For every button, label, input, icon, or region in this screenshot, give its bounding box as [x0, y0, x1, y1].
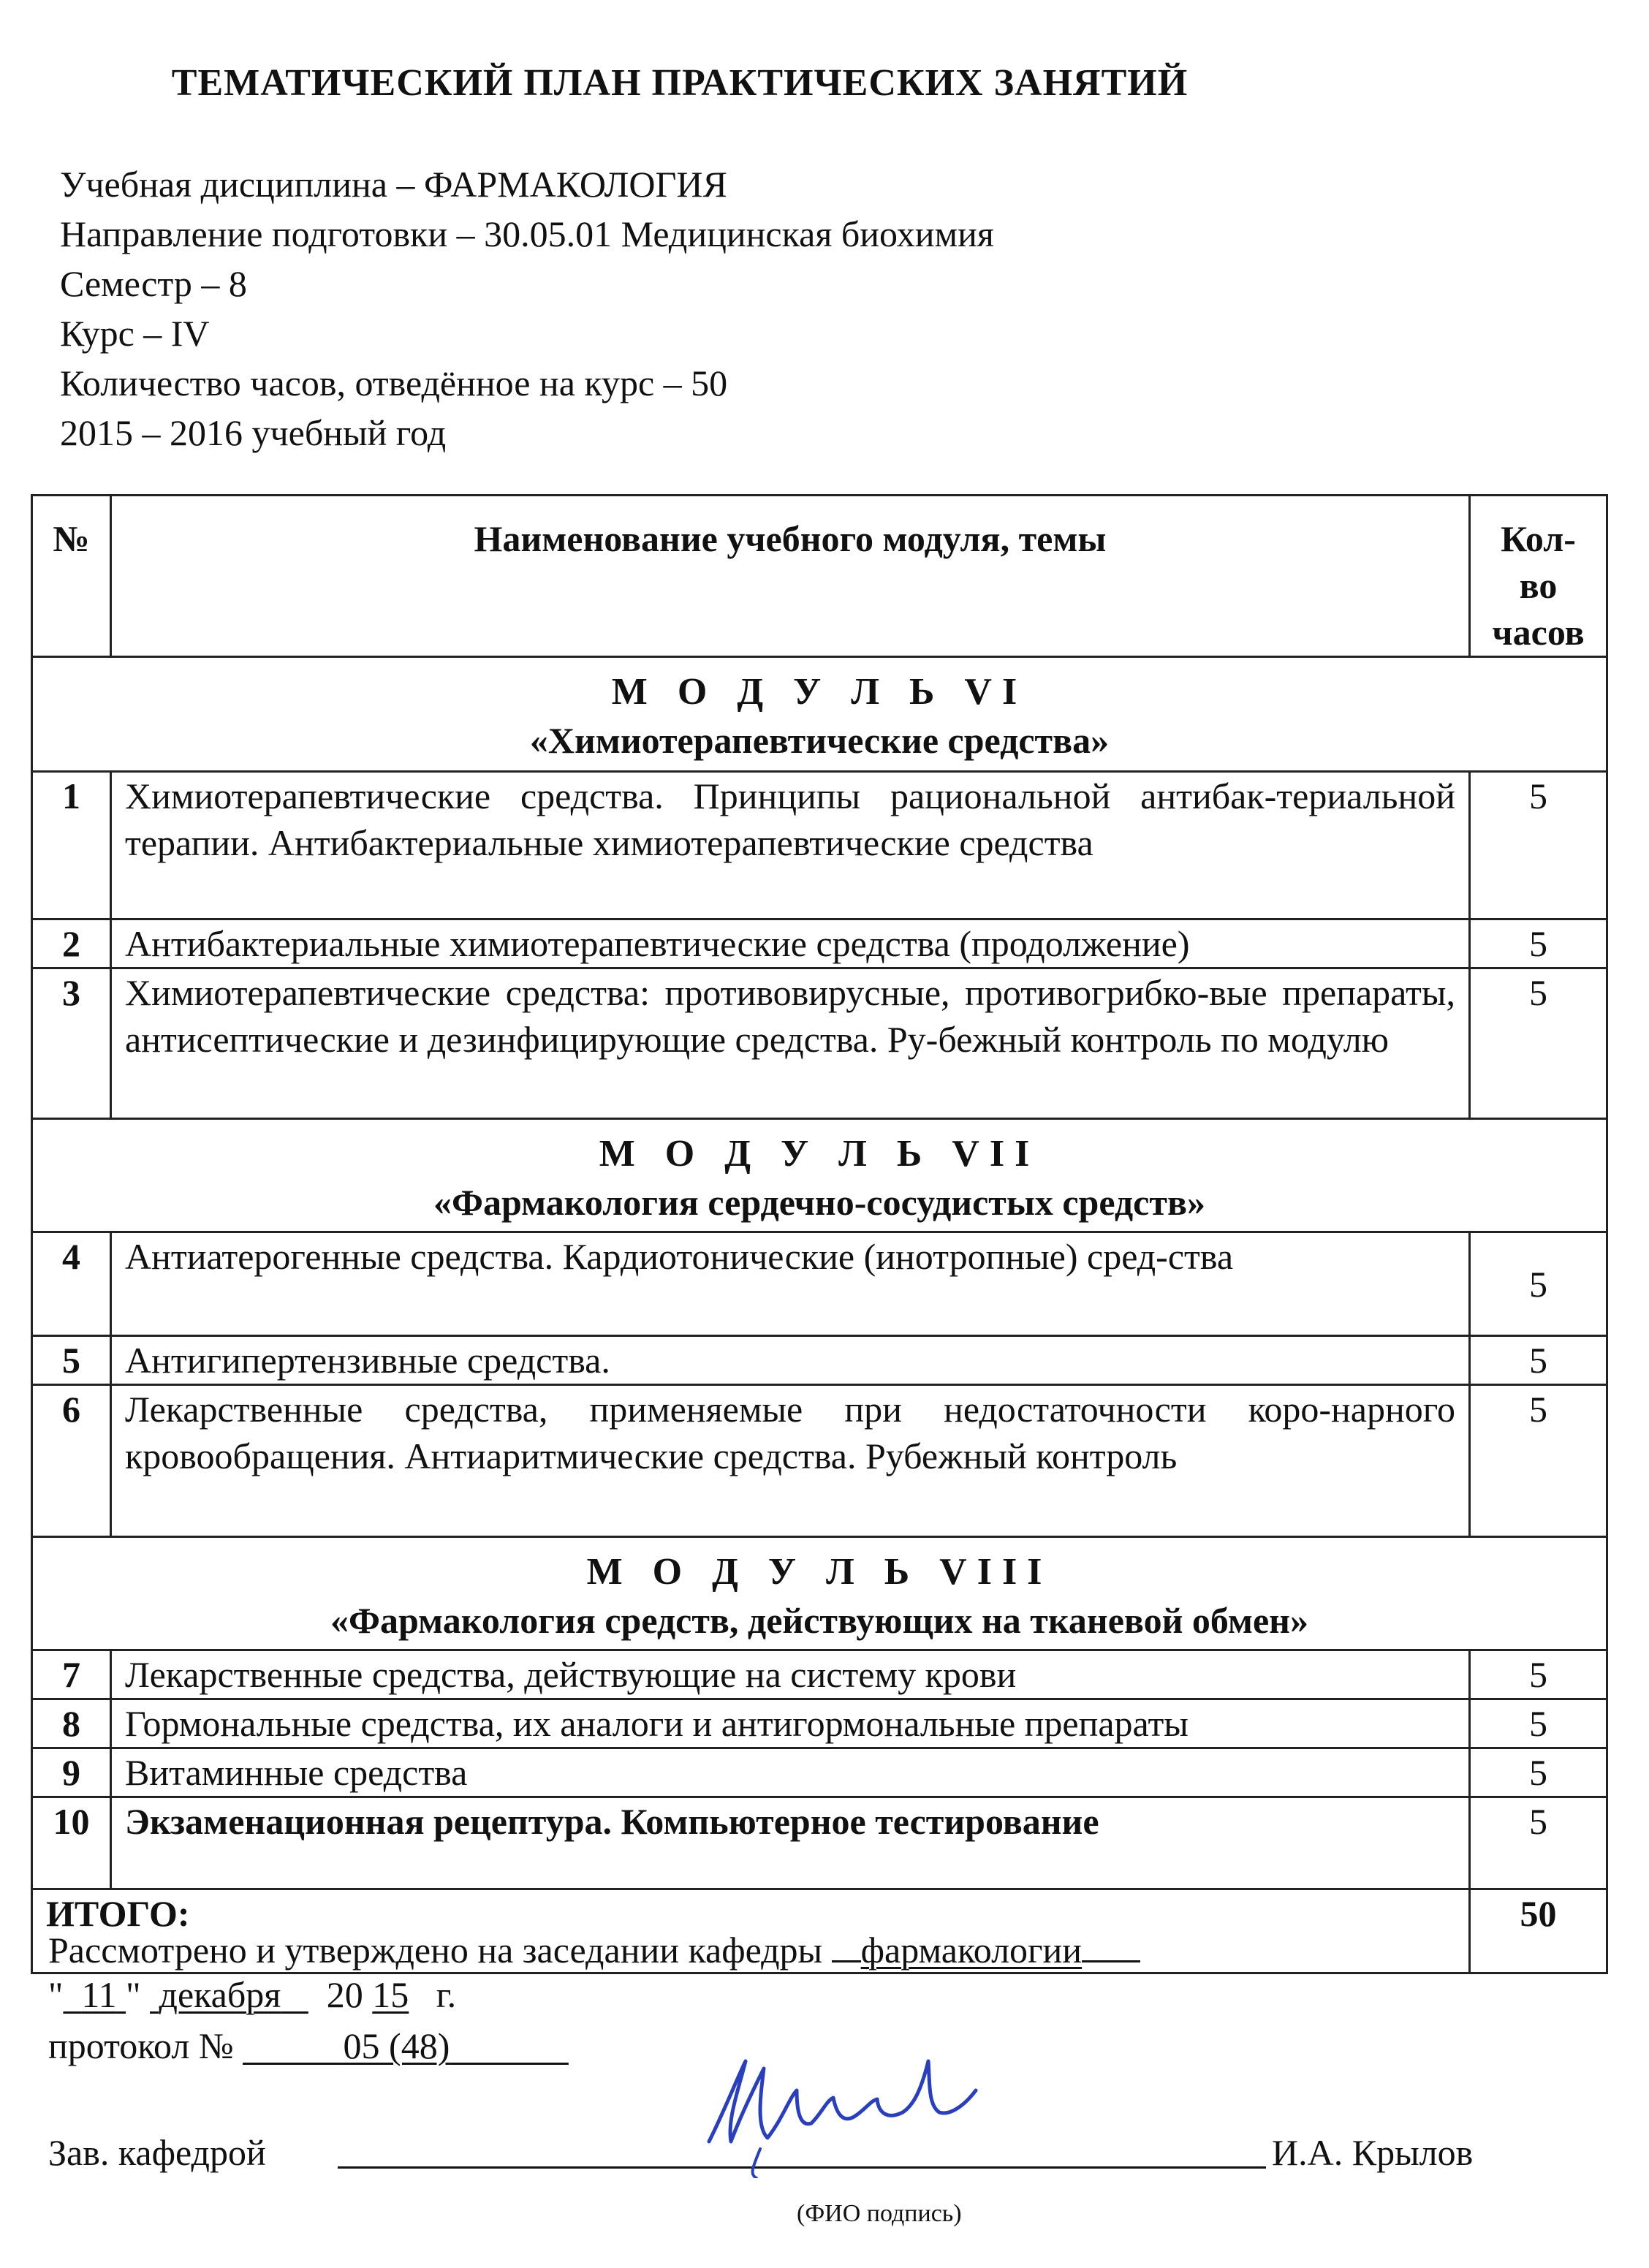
- approval-line: [48, 1924, 1140, 1971]
- header-hours-line1: Кол-во: [1501, 518, 1576, 606]
- row-hours: 5: [1470, 1748, 1607, 1797]
- row-topic: Антигипертензивные средства.: [111, 1336, 1470, 1385]
- module-subtitle: «Фармакология средств, действующих на тканевой обмен»: [330, 1600, 1308, 1641]
- module-title: М О Д У Л Ь VII: [599, 1133, 1040, 1175]
- approval-text: Рассмотрено и утверждено на заседании кафедры: [48, 1930, 823, 1971]
- page-title: ТЕМАТИЧЕСКИЙ ПЛАН ПРАКТИЧЕСКИХ ЗАНЯТИЙ: [171, 62, 1189, 104]
- module-row: [32, 1119, 1607, 1232]
- row-topic: Лекарственные средства, применяемые при недостаточности коро-нарного кровообращения. Антиаритмические средства. Рубежный контроль: [111, 1385, 1470, 1537]
- protocol-number-value: 05 (48): [343, 2025, 450, 2066]
- table-row: [32, 772, 1607, 919]
- table-row: [32, 1232, 1607, 1336]
- protocol-number: [243, 2025, 569, 2066]
- protocol-line: [48, 2025, 569, 2067]
- module-title: М О Д У Л Ь VIII: [586, 1551, 1053, 1593]
- header-num: №: [32, 496, 111, 657]
- row-topic: Лекарственные средства, действующие на систему крови: [111, 1650, 1470, 1699]
- date-line: [48, 1973, 456, 2016]
- module-subtitle: «Фармакология сердечно-сосудистых средств»: [433, 1182, 1205, 1223]
- plan-table: [31, 494, 1608, 1974]
- date-quote-close: ": [126, 1974, 141, 2015]
- semester-line: Семестр – 8: [60, 263, 247, 304]
- row-hours: 5: [1470, 1336, 1607, 1385]
- row-number: 6: [32, 1385, 111, 1537]
- date-month-value: декабря: [159, 1974, 281, 2015]
- row-topic: Экзаменационная рецептура. Компьютерное тестирование: [111, 1797, 1470, 1889]
- date-quote-open: ": [48, 1974, 64, 2015]
- row-number: 3: [32, 968, 111, 1119]
- table-row: [32, 1748, 1607, 1797]
- table-row: [32, 1650, 1607, 1699]
- row-number: 7: [32, 1650, 111, 1699]
- signature-icon: [687, 2032, 994, 2178]
- hours-line: Количество часов, отведённое на курс – 50: [60, 363, 728, 403]
- header-name: Наименование учебного модуля, темы: [111, 496, 1470, 657]
- discipline-line: Учебная дисциплина – ФАРМАКОЛОГИЯ: [60, 164, 727, 205]
- date-day: [63, 1974, 126, 2015]
- row-hours: 5: [1470, 1699, 1607, 1748]
- date-year-suffix: 15: [372, 1974, 409, 2015]
- row-topic: Гормональные средства, их аналоги и антигормональные препараты: [111, 1699, 1470, 1748]
- row-topic: Химиотерапевтические средства. Принципы рациональной антибак-териальной терапии. Антибактериальные химиотерапевтические средства: [111, 772, 1470, 919]
- header-hours-line2: часов: [1492, 612, 1585, 653]
- head-label: Зав. кафедрой: [48, 2132, 266, 2173]
- module-row: [32, 1537, 1607, 1650]
- protocol-label: протокол №: [48, 2025, 234, 2066]
- row-number: 5: [32, 1336, 111, 1385]
- row-topic: Химиотерапевтические средства: противовирусные, противогрибко-вые препараты, антисептические и дезинфицирующие средства. Ру-бежный контроль по модулю: [111, 968, 1470, 1119]
- row-topic: Антибактериальные химиотерапевтические средства (продолжение): [111, 919, 1470, 968]
- row-number: 1: [32, 772, 111, 919]
- table-row: [32, 968, 1607, 1119]
- department-name: фармакологии: [860, 1930, 1083, 1971]
- signature-caption: (ФИО подпись): [797, 2200, 962, 2227]
- table-header-row: [32, 496, 1607, 657]
- date-year-unit: г.: [436, 1974, 457, 2015]
- row-hours: 5: [1470, 1385, 1607, 1537]
- row-number: 8: [32, 1699, 111, 1748]
- row-number: 9: [32, 1748, 111, 1797]
- date-year-prefix: 20: [326, 1974, 363, 2015]
- table-row: [32, 1797, 1607, 1889]
- module-row: [32, 657, 1607, 772]
- table-row: [32, 919, 1607, 968]
- header-hours: [1470, 496, 1607, 657]
- row-number: 10: [32, 1797, 111, 1889]
- date-month: [150, 1974, 308, 2015]
- head-name: И.А. Крылов: [1272, 2132, 1474, 2173]
- row-topic: Витаминные средства: [111, 1748, 1470, 1797]
- total-value: 50: [1470, 1889, 1607, 1973]
- table-row: [32, 1385, 1607, 1537]
- date-day-value: 11: [81, 1974, 117, 2015]
- table-row: [32, 1699, 1607, 1748]
- direction-line: Направление подготовки – 30.05.01 Медицинская биохимия: [60, 213, 994, 254]
- course-line: Курс – IV: [60, 313, 210, 354]
- row-hours: 5: [1470, 1650, 1607, 1699]
- row-number: 2: [32, 919, 111, 968]
- row-hours: 5: [1470, 919, 1607, 968]
- row-topic: Антиатерогенные средства. Кардиотонические (инотропные) сред-ства: [111, 1232, 1470, 1336]
- row-hours: 5: [1470, 1232, 1607, 1336]
- total-label: ИТОГО:: [32, 1889, 1470, 1973]
- course-info: [60, 159, 994, 458]
- row-number: 4: [32, 1232, 111, 1336]
- table-row: [32, 1336, 1607, 1385]
- row-hours: 5: [1470, 1797, 1607, 1889]
- module-subtitle: «Химиотерапевтические средства»: [529, 720, 1110, 761]
- row-hours: 5: [1470, 968, 1607, 1119]
- module-title: М О Д У Л Ь VI: [611, 671, 1028, 713]
- row-hours: 5: [1470, 772, 1607, 919]
- year-line: 2015 – 2016 учебный год: [60, 412, 447, 453]
